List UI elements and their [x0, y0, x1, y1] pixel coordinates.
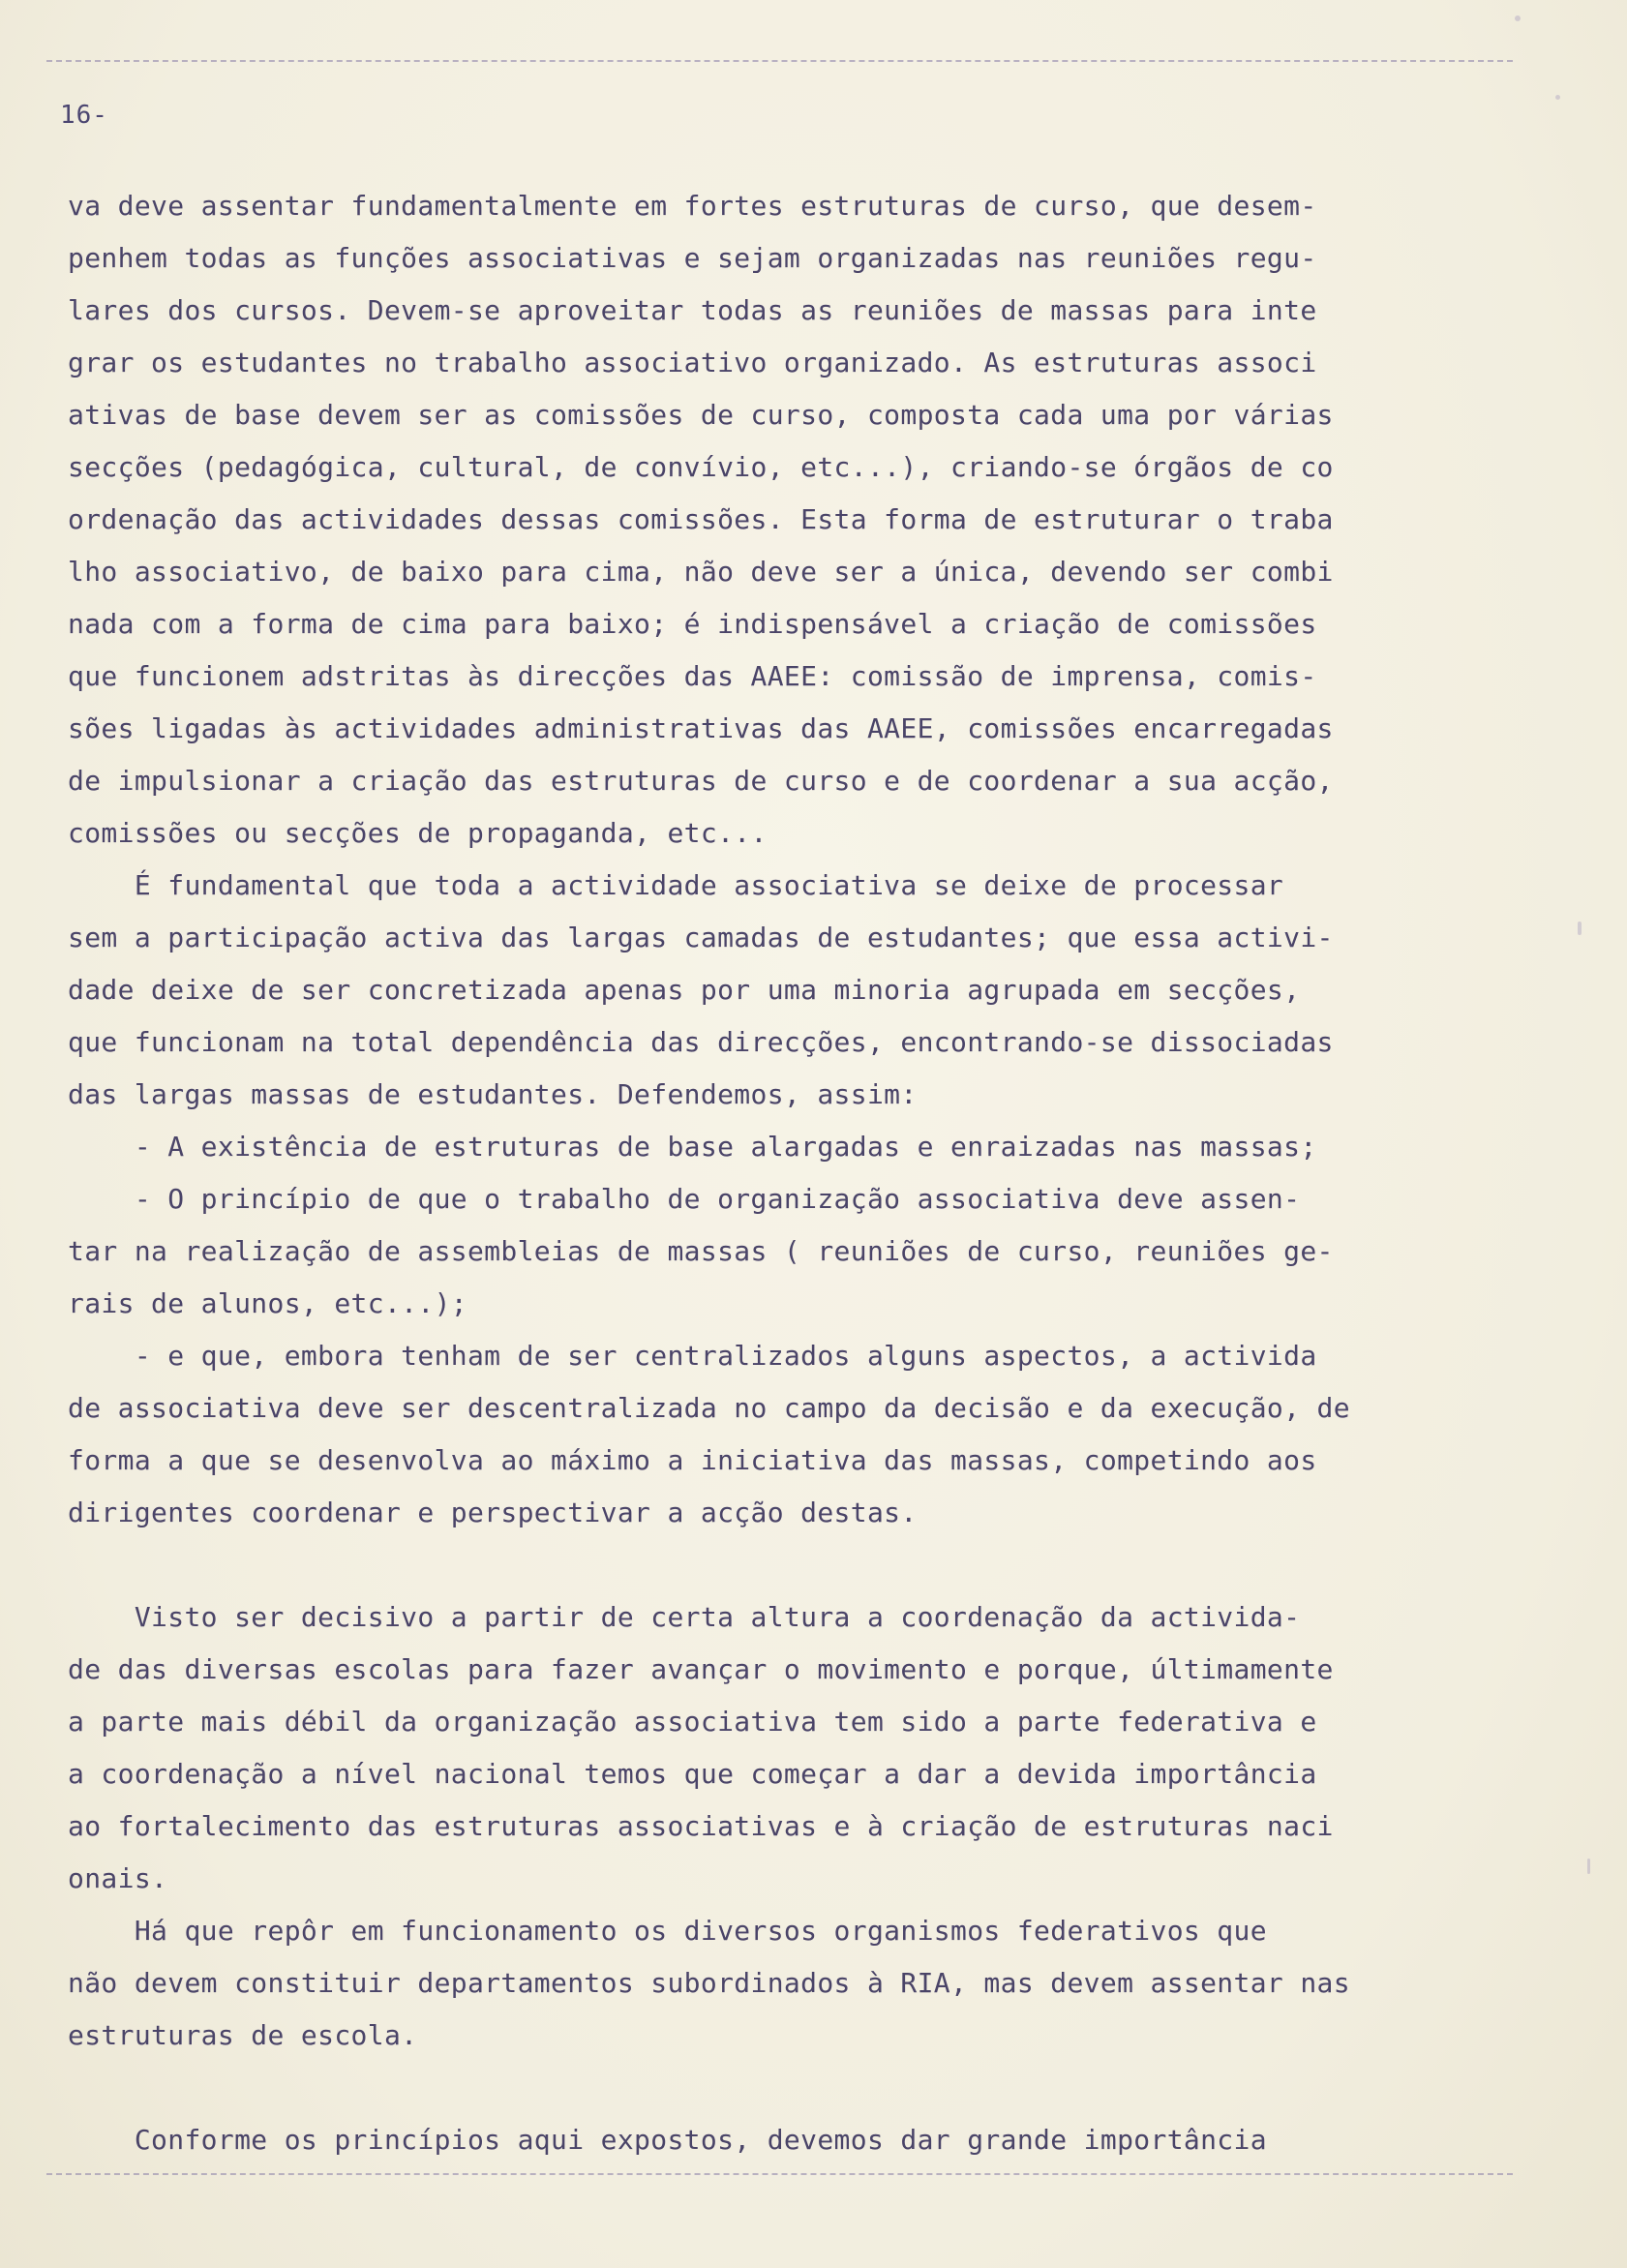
text-line: das largas massas de estudantes. Defendemos, assim:: [68, 1078, 918, 1110]
ink-speck: [1578, 922, 1582, 935]
text-line: É fundamental que toda a actividade associativa se deixe de processar: [68, 869, 1284, 901]
text-line: ao fortalecimento das estruturas associativas e à criação de estruturas naci: [68, 1810, 1334, 1842]
text-line: onais.: [68, 1862, 168, 1894]
text-line: dade deixe de ser concretizada apenas por uma minoria agrupada em secções,: [68, 974, 1301, 1006]
text-line: de das diversas escolas para fazer avançar o movimento e porque, últimamente: [68, 1653, 1334, 1685]
bottom-rule: [46, 2173, 1513, 2175]
text-line: não devem constituir departamentos subordinados à RIA, mas devem assentar nas: [68, 1967, 1350, 1999]
text-line: nada com a forma de cima para baixo; é indispensável a criação de comissões: [68, 608, 1317, 640]
text-line: lares dos cursos. Devem-se aproveitar todas as reuniões de massas para inte: [68, 294, 1317, 326]
text-line: ativas de base devem ser as comissões de curso, composta cada uma por várias: [68, 399, 1334, 431]
ink-speck: [1515, 15, 1521, 21]
text-line: forma a que se desenvolva ao máximo a iniciativa das massas, competindo aos: [68, 1444, 1317, 1476]
text-line: lho associativo, de baixo para cima, não deve ser a única, devendo ser combi: [68, 556, 1334, 588]
text-line: Visto ser decisivo a partir de certa altura a coordenação da activida-: [68, 1601, 1301, 1633]
text-line: - A existência de estruturas de base alargadas e enraizadas nas massas;: [68, 1131, 1317, 1163]
text-line: a parte mais débil da organização associativa tem sido a parte federativa e: [68, 1706, 1317, 1738]
text-line: Conforme os princípios aqui expostos, devemos dar grande importância: [68, 2124, 1267, 2156]
text-line: tar na realização de assembleias de massas ( reuniões de curso, reuniões ge-: [68, 1235, 1334, 1267]
text-line: dirigentes coordenar e perspectivar a acção destas.: [68, 1497, 918, 1528]
text-line: grar os estudantes no trabalho associativo organizado. As estruturas associ: [68, 347, 1317, 378]
text-line: a coordenação a nível nacional temos que começar a dar a devida importância: [68, 1758, 1317, 1790]
page-number: 16-: [60, 101, 108, 130]
text-line: ordenação das actividades dessas comissões. Esta forma de estruturar o traba: [68, 503, 1334, 535]
text-line: de impulsionar a criação das estruturas de curso e de coordenar a sua acção,: [68, 765, 1334, 797]
text-line: - e que, embora tenham de ser centralizados alguns aspectos, a activida: [68, 1340, 1317, 1372]
text-line: va deve assentar fundamentalmente em fortes estruturas de curso, que desem-: [68, 190, 1317, 222]
text-line: Há que repôr em funcionamento os diversos organismos federativos que: [68, 1915, 1267, 1947]
text-line: sem a participação activa das largas camadas de estudantes; que essa activi-: [68, 922, 1334, 953]
body-text: [68, 0, 1539, 2156]
text-line: comissões ou secções de propaganda, etc...: [68, 817, 768, 849]
text-line: que funcionam na total dependência das direcções, encontrando-se dissociadas: [68, 1026, 1334, 1058]
text-line: sões ligadas às actividades administrativas das AAEE, comissões encarregadas: [68, 712, 1334, 744]
text-line: secções (pedagógica, cultural, de convívio, etc...), criando-se órgãos de co: [68, 451, 1334, 483]
text-line: penhem todas as funções associativas e sejam organizadas nas reuniões regu-: [68, 242, 1317, 274]
ink-speck: [1555, 95, 1560, 100]
text-line: estruturas de escola.: [68, 2019, 418, 2051]
text-line: rais de alunos, etc...);: [68, 1287, 467, 1319]
text-line: - O princípio de que o trabalho de organização associativa deve assen-: [68, 1183, 1301, 1215]
text-line: de associativa deve ser descentralizada no campo da decisão e da execução, de: [68, 1392, 1350, 1424]
ink-speck: [1587, 1859, 1590, 1874]
text-line: que funcionem adstritas às direcções das AAEE: comissão de imprensa, comis-: [68, 660, 1317, 692]
